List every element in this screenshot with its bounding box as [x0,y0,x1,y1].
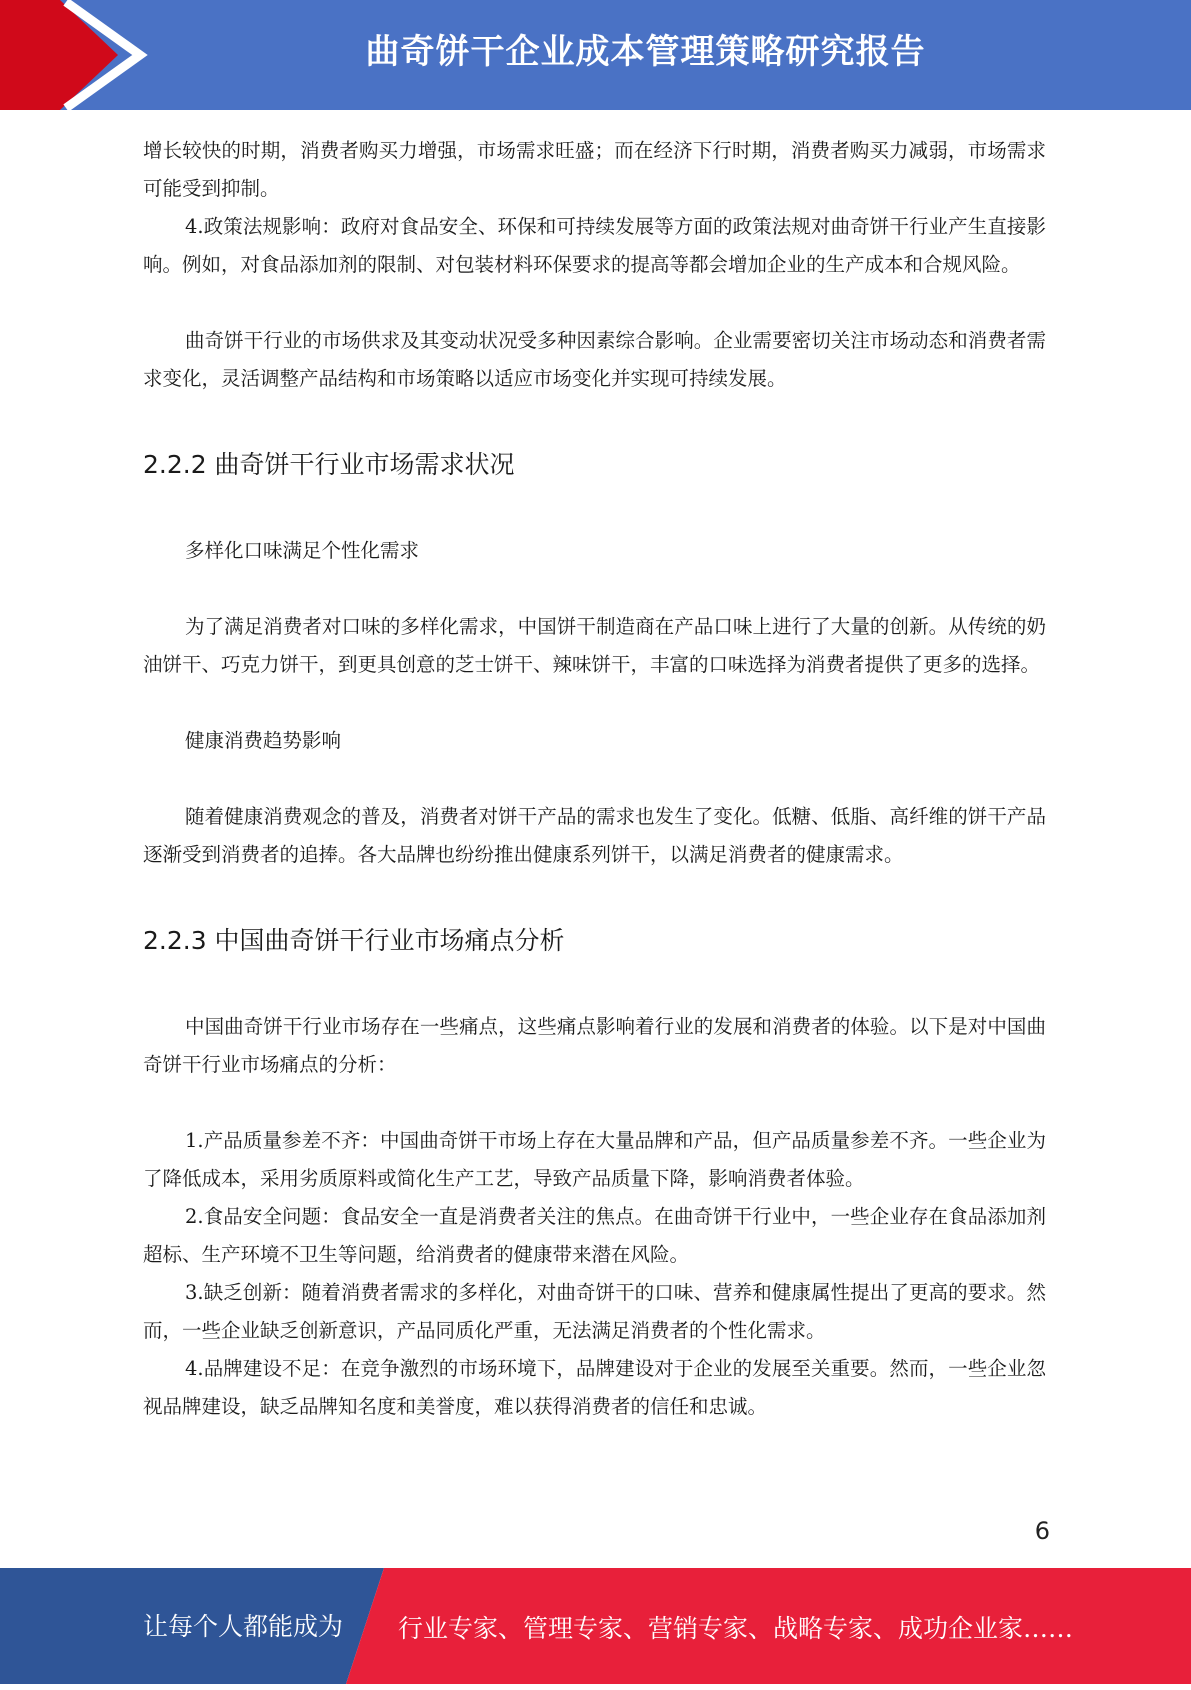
list-item: 3.缺乏创新：随着消费者需求的多样化，对曲奇饼干的口味、营养和健康属性提出了更高的要求。然而，一些企业缺乏创新意识，产品同质化严重，无法满足消费者的个性化需求。 [143,1281,1046,1342]
page-number: 6 [1034,1517,1050,1545]
list-item: 2.食品安全问题：食品安全一直是消费者关注的焦点。在曲奇饼干行业中，一些企业存在食品添加剂超标、生产环境不卫生等问题，给消费者的健康带来潜在风险。 [143,1205,1046,1266]
section-heading-2-2-3: 2.2.3 中国曲奇饼干行业市场痛点分析 [143,926,565,955]
paragraph: 为了满足消费者对口味的多样化需求，中国饼干制造商在产品口味上进行了大量的创新。从传统的奶油饼干、巧克力饼干，到更具创意的芝士饼干、辣味饼干，丰富的口味选择为消费者提供了更多的选择。 [143,615,1046,676]
section-heading-2-2-2: 2.2.2 曲奇饼干行业市场需求状况 [143,450,515,479]
paragraph: 曲奇饼干行业的市场供求及其变动状况受多种因素综合影响。企业需要密切关注市场动态和消费者需求变化，灵活调整产品结构和市场策略以适应市场变化并实现可持续发展。 [143,329,1046,390]
report-title: 曲奇饼干企业成本管理策略研究报告 [365,32,926,72]
subheading: 多样化口味满足个性化需求 [185,539,420,562]
footer-banner [0,1568,1191,1684]
subheading: 健康消费趋势影响 [185,729,342,752]
paragraph: 4.政策法规影响：政府对食品安全、环保和可持续发展等方面的政策法规对曲奇饼干行业产生直接影响。例如，对食品添加剂的限制、对包装材料环保要求的提高等都会增加企业的生产成本和合规风险。 [143,215,1046,276]
list-item: 1.产品质量参差不齐：中国曲奇饼干市场上存在大量品牌和产品，但产品质量参差不齐。一些企业为了降低成本，采用劣质原料或简化生产工艺，导致产品质量下降，影响消费者体验。 [143,1129,1046,1190]
page-content [143,132,1046,1426]
list-item: 4.品牌建设不足：在竞争激烈的市场环境下，品牌建设对于企业的发展至关重要。然而，一些企业忽视品牌建设，缺乏品牌知名度和美誉度，难以获得消费者的信任和忠诚。 [143,1357,1046,1418]
header-bar [0,0,1191,110]
footer-slogan-left: 让每个人都能成为 [143,1612,344,1641]
paragraph: 中国曲奇饼干行业市场存在一些痛点，这些痛点影响着行业的发展和消费者的体验。以下是对中国曲奇饼干行业市场痛点的分析： [143,1015,1046,1076]
paragraph: 随着健康消费观念的普及，消费者对饼干产品的需求也发生了变化。低糖、低脂、高纤维的饼干产品逐渐受到消费者的追捧。各大品牌也纷纷推出健康系列饼干，以满足消费者的健康需求。 [143,805,1046,866]
footer-slogan-right: 行业专家、管理专家、营销专家、战略专家、成功企业家…… [398,1614,1074,1643]
paragraph: 增长较快的时期，消费者购买力增强，市场需求旺盛；而在经济下行时期，消费者购买力减弱，市场需求可能受到抑制。 [143,139,1046,200]
